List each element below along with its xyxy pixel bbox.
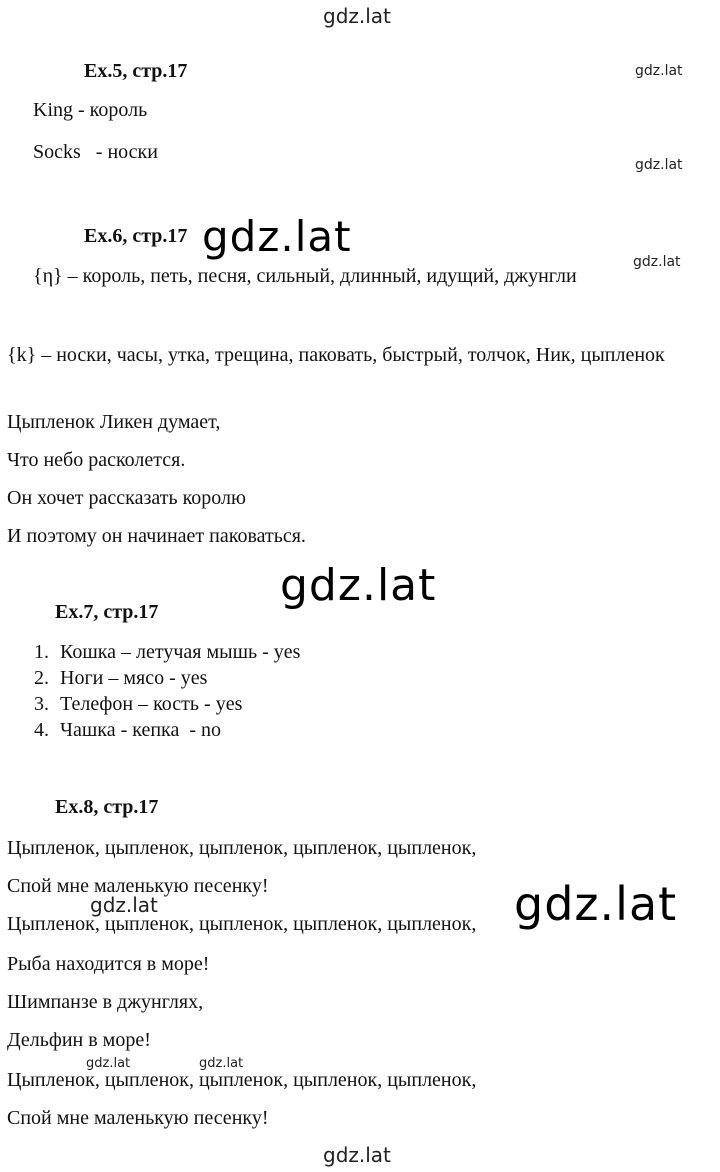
watermark-mid-big: gdz.lat [280,560,437,611]
ex6-k-line: {k} – носки, часы, утка, трещина, паковать, быстрый, толчок, Ник, цыпленок [7,344,665,366]
ex7-item-number: 4. [34,719,49,741]
ex7-item-text: Чашка - кепка - no [60,719,221,741]
ex8-line-7: Цыпленок, цыпленок, цыпленок, цыпленок, цыпленок, [7,1069,477,1091]
ex7-item-number: 2. [34,667,49,689]
ex7-item-2 [34,666,208,690]
ex7-item-1 [34,640,301,664]
ex6-poem-line-1: Цыпленок Ликен думает, [7,411,221,433]
ex5-heading: Ex.5, стр.17 [84,60,188,82]
ex8-line-5: Шимпанзе в джунглях, [7,991,204,1013]
watermark-ex8-small-3: gdz.lat [199,1056,244,1071]
ex6-poem-line-4: И поэтому он начинает паковаться. [7,525,306,547]
ex6-poem-line-2: Что небо расколется. [7,449,186,471]
watermark-ex5-right-2: gdz.lat [635,157,683,173]
ex6-poem-line-3: Он хочет рассказать королю [7,487,246,509]
ex7-heading: Ex.7, стр.17 [55,601,159,623]
ex8-line-3: Цыпленок, цыпленок, цыпленок, цыпленок, цыпленок, [7,913,477,935]
ex7-item-number: 3. [34,693,49,715]
ex6-heading: Ex.6, стр.17 [84,225,188,247]
ex7-item-number: 1. [34,641,49,663]
ex7-item-text: Кошка – летучая мышь - yes [60,641,301,663]
watermark-ex8-big: gdz.lat [514,877,678,931]
ex8-line-2: Спой мне маленькую песенку! [7,875,269,897]
watermark-top: gdz.lat [323,4,391,28]
ex7-item-text: Ноги – мясо - yes [60,667,208,689]
ex8-line-4: Рыба находится в море! [7,953,210,975]
ex5-line-1: King - король [33,99,148,121]
watermark-ex8-small: gdz.lat [90,893,158,917]
ex7-item-3 [34,692,243,716]
ex7-item-text: Телефон – кость - yes [60,693,243,715]
watermark-ex6-right: gdz.lat [633,254,681,270]
watermark-ex5-right-1: gdz.lat [635,63,683,79]
watermark-bottom: gdz.lat [323,1143,391,1167]
ex8-line-6: Дельфин в море! [7,1029,151,1051]
ex6-eta-line: {η} – король, петь, песня, сильный, длинный, идущий, джунгли [33,265,577,287]
watermark-ex8-small-2: gdz.lat [86,1056,131,1071]
watermark-ex6-big: gdz.lat [202,212,352,261]
ex8-line-1: Цыпленок, цыпленок, цыпленок, цыпленок, цыпленок, [7,837,477,859]
ex7-item-4 [34,718,221,742]
ex8-line-8: Спой мне маленькую песенку! [7,1107,269,1129]
ex5-line-2: Socks - носки [33,141,158,163]
ex8-heading: Ex.8, стр.17 [55,796,159,818]
